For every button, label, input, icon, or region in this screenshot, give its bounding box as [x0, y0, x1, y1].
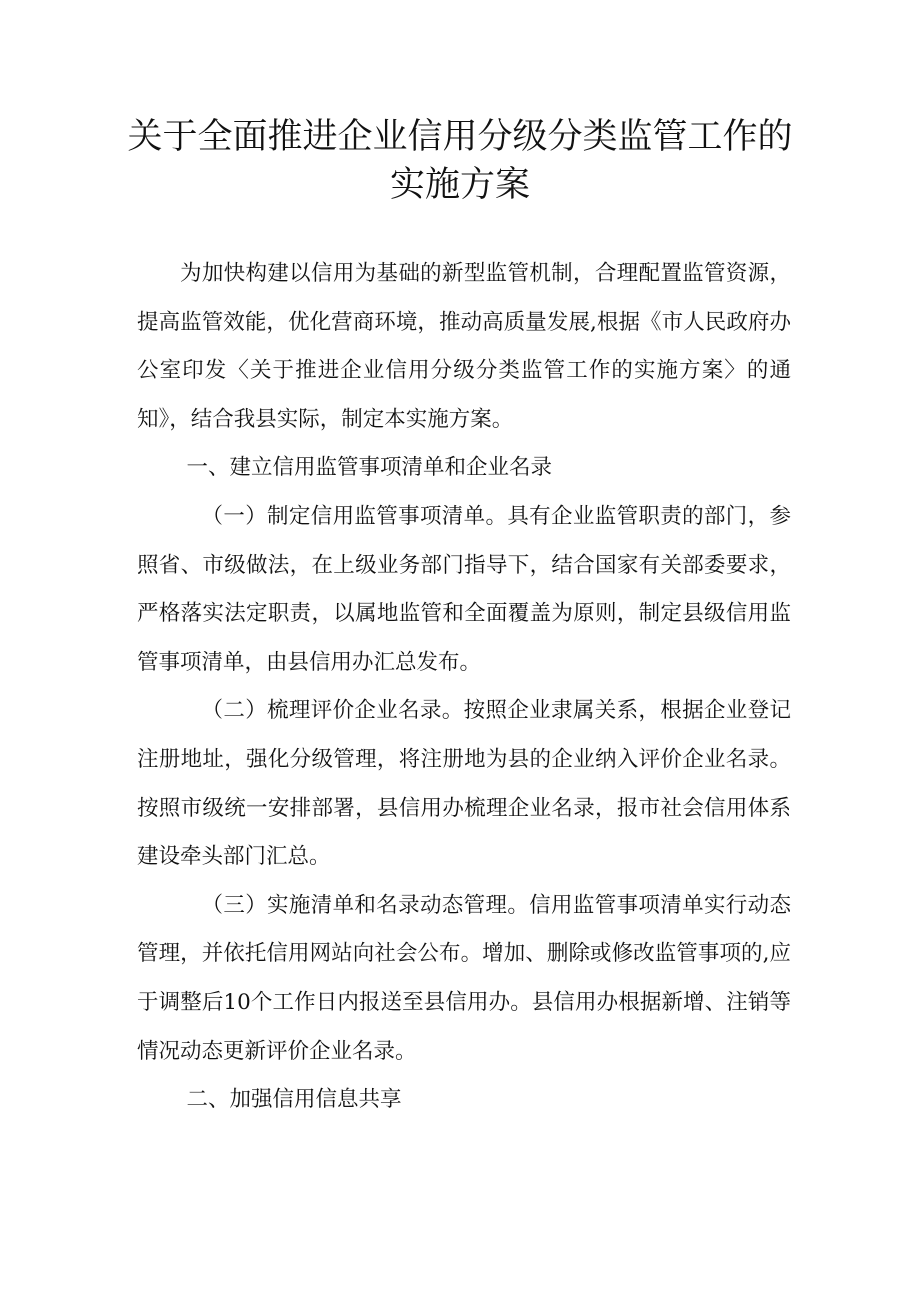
document-title-line-1: 关于全面推进企业信用分级分类监管工作的 [127, 117, 793, 157]
subsection-paragraph-2: （二）梳理评价企业名录。按照企业隶属关系，根据企业登记注册地址，强化分级管理，将注册地为县的企业纳入评价企业名录。按照市级统一安排部署，县信用办梳理企业名录，报市社会信用体系建设牵头部门汇总。 [137, 698, 791, 870]
section-heading-2: 二、加强信用信息共享 [186, 1087, 402, 1113]
intro-paragraph: 为加快构建以信用为基础的新型监管机制，合理配置监管资源，提高监管效能，优化营商环境，推动高质量发展,根据《市人民政府办公室印发〈关于推进企业信用分级分类监管工作的实施方案〉的通知》，结合我县实际，制定本实施方案。 [137, 261, 791, 432]
document-body [137, 250, 791, 1125]
section-heading-1: 一、建立信用监管事项清单和企业名录 [186, 455, 552, 481]
subsection-paragraph-3: （三）实施清单和名录动态管理。信用监管事项清单实行动态管理，并依托信用网站向社会公布。增加、删除或修改监管事项的,应于调整后10个工作日内报送至县信用办。县信用办根据新增、注销等情况动态更新评价企业名录。 [137, 892, 791, 1064]
document-title-line-2: 实施方案 [389, 165, 530, 205]
subsection-paragraph-1: （一）制定信用监管事项清单。具有企业监管职责的部门，参照省、市级做法，在上级业务部门指导下，结合国家有关部委要求，严格落实法定职责，以属地监管和全面覆盖为原则，制定县级信用监管事项清单，由县信用办汇总发布。 [137, 503, 791, 675]
